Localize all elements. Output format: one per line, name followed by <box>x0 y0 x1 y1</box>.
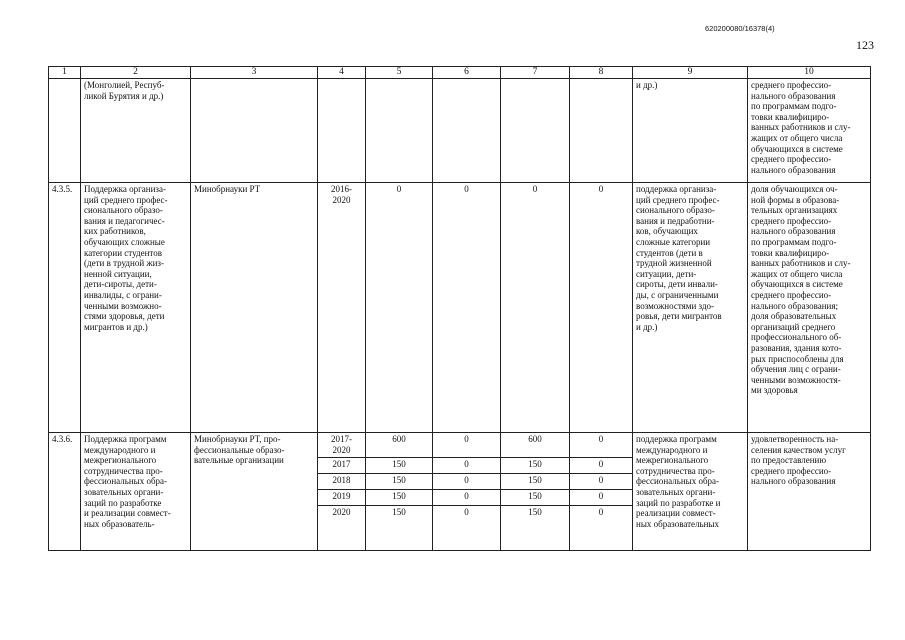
text-line: ванных работников и слу- <box>751 122 851 133</box>
text-line: реализации совмест- <box>636 508 716 519</box>
text-line: сотрудничества про- <box>84 465 163 476</box>
column-header: 7 <box>501 67 570 79</box>
value-cell: 0 <box>464 507 469 517</box>
document-id: 620200080/16378(4) <box>705 24 775 33</box>
text-line: жащих от общего числа <box>751 268 843 279</box>
text-line: тельных организациях <box>751 205 838 216</box>
value-cell: 0 <box>433 458 500 474</box>
value-cell: 150 <box>501 474 569 490</box>
indicator <box>748 183 871 433</box>
text-line: среднего профессио- <box>751 215 832 226</box>
text-line: международного и <box>636 444 708 455</box>
text-line: ных образовательных <box>636 518 719 529</box>
text-line: сионального образо- <box>84 205 163 216</box>
text-line: сионального образо- <box>636 205 715 216</box>
indicator <box>748 433 871 551</box>
column-header: 9 <box>633 67 748 79</box>
text-line: стями здоровья, дети <box>84 311 165 322</box>
value-cell: 0 <box>598 507 604 517</box>
value-cell: 600 <box>501 433 569 458</box>
column-header: 10 <box>748 67 871 79</box>
column-header: 4 <box>318 67 366 79</box>
text-line: Минобрнауки РТ, про- <box>194 434 281 444</box>
text-line: международного и <box>84 444 156 455</box>
value-cell: 150 <box>392 507 406 517</box>
text-line: доля образовательных <box>751 311 837 322</box>
column-header: 1 <box>49 67 81 79</box>
text-line: 2017- <box>331 434 352 444</box>
funding-subtable <box>366 433 433 551</box>
text-line: трудной жизненной <box>636 258 712 269</box>
text-line: вательные организации <box>194 455 284 466</box>
text-line: ванных работников и слу- <box>751 258 851 269</box>
text-line: 2018 <box>332 475 351 485</box>
text-line: ных образователь- <box>84 518 155 529</box>
period-subtable <box>318 433 366 551</box>
text-line: вания и педработни- <box>636 215 715 226</box>
period-cell <box>318 474 365 490</box>
text-line: Поддержка программ <box>84 434 167 444</box>
text-line: доля обучающихся оч- <box>751 184 838 194</box>
value-cell: 0 <box>570 433 632 458</box>
text-line: ченными возможно- <box>84 300 162 311</box>
executor <box>191 183 318 433</box>
text-line: возможностями здо- <box>636 300 715 311</box>
value-cell: 150 <box>366 490 432 506</box>
text-line: селения качеством услуг <box>751 444 846 455</box>
value-cell <box>366 79 433 183</box>
text-line: 2019 <box>332 491 351 501</box>
expected-result <box>633 433 748 551</box>
text-line: ций среднего профес- <box>636 194 720 205</box>
period-cell <box>318 490 365 506</box>
text-line: нального образования <box>751 476 836 487</box>
text-line: ровья, дети мигрантов <box>636 311 722 322</box>
period <box>318 183 366 433</box>
measure-name <box>81 433 191 551</box>
column-header: 5 <box>366 67 433 79</box>
text-line: ков, обучающих <box>636 226 698 237</box>
text-line: поддержка организа- <box>636 184 717 194</box>
text-line: ситуации, дети- <box>636 268 697 279</box>
period-cell <box>318 506 365 522</box>
text-line: нального образования <box>751 226 836 237</box>
period-cell <box>318 433 365 458</box>
text-line: нального образования; <box>751 300 838 311</box>
value-cell: 0 <box>570 474 632 490</box>
value-cell: 0 <box>570 183 633 433</box>
value-cell: 150 <box>501 458 569 474</box>
text-line: Поддержка организа- <box>84 184 166 194</box>
text-line: Минобрнауки РТ <box>194 184 261 194</box>
item-number <box>49 79 81 183</box>
indicator <box>748 79 871 183</box>
text-line: нального образования <box>751 164 836 175</box>
value-cell: 0 <box>366 183 433 433</box>
period-cell <box>318 458 365 474</box>
text-line: ких работников, <box>84 226 146 237</box>
text-line: категории студентов <box>84 247 162 258</box>
text-line: инвалиды, с ограни- <box>84 289 162 300</box>
text-line: жащих от общего числа <box>751 132 843 143</box>
executor <box>191 79 318 183</box>
text-line: 2020 <box>332 194 351 205</box>
value-cell <box>433 79 501 183</box>
text-line: фессиональных обра- <box>636 476 720 487</box>
text-line: сотрудничества про- <box>636 465 715 476</box>
item-number: 4.3.6. <box>49 433 81 551</box>
funding-subtable <box>501 433 570 551</box>
text-line: межрегионального <box>84 455 157 466</box>
text-line: обучения лиц с ограни- <box>751 364 841 375</box>
expected-result <box>633 183 748 433</box>
value-cell: 150 <box>366 458 432 474</box>
text-line: среднего профессио- <box>751 289 832 300</box>
funding-subtable <box>433 433 501 551</box>
text-line: по программам подго- <box>751 236 837 247</box>
text-line: ненной ситуации, <box>84 268 152 279</box>
value-cell: 0 <box>570 490 632 506</box>
value-cell: 0 <box>433 490 500 506</box>
column-header: 8 <box>570 67 633 79</box>
table-row <box>49 183 871 433</box>
expected-result <box>633 79 748 183</box>
text-line: зовательных органи- <box>636 486 716 497</box>
text-line: 2017 <box>332 459 351 469</box>
funding-subtable <box>570 433 633 551</box>
measure-name <box>81 183 191 433</box>
text-line: разования, здания кото- <box>751 342 842 353</box>
value-cell: 150 <box>501 490 569 506</box>
text-line: обучающих сложные <box>84 236 165 247</box>
text-line: по программам подго- <box>751 101 837 112</box>
text-line: ций среднего профес- <box>84 194 168 205</box>
page-number: 123 <box>856 38 874 52</box>
text-line: дети-сироты, дети- <box>84 279 157 290</box>
text-line: (дети в трудной жиз- <box>84 258 164 269</box>
value-cell: 0 <box>433 183 501 433</box>
table-row <box>49 79 871 183</box>
item-number: 4.3.5. <box>49 183 81 433</box>
period <box>318 79 366 183</box>
value-cell <box>570 79 633 183</box>
text-line: среднего профессио- <box>751 154 832 165</box>
text-line: 2020 <box>332 507 351 517</box>
column-header: 6 <box>433 67 501 79</box>
text-line: мигрантов и др.) <box>84 321 148 332</box>
text-line: товки квалифициро- <box>751 247 830 258</box>
text-line: и др.) <box>636 80 658 90</box>
text-line: и реализации совмест- <box>84 508 171 519</box>
text-line: рых приспособлены для <box>751 353 844 364</box>
text-line: студентов (дети в <box>636 247 703 258</box>
value-cell: 600 <box>366 433 432 458</box>
text-line: обучающихся в системе <box>751 279 843 290</box>
text-line: фессиональные образо- <box>194 444 285 455</box>
text-line: зовательных органи- <box>84 486 164 497</box>
text-line: фессиональных обра- <box>84 476 168 487</box>
text-line: ченными возможностя- <box>751 374 841 385</box>
executor <box>191 433 318 551</box>
text-line: поддержка программ <box>636 434 717 444</box>
text-line: сложные категории <box>636 236 711 247</box>
text-line: 2020 <box>332 444 351 455</box>
program-table <box>48 66 871 551</box>
value-cell: 0 <box>433 474 500 490</box>
text-line: заций по разработке и <box>636 497 721 508</box>
text-line: обучающихся в системе <box>751 143 843 154</box>
measure-name <box>81 79 191 183</box>
text-line: вания и педагогичес- <box>84 215 165 226</box>
text-line: ми здоровья <box>751 385 798 396</box>
text-line: среднего профессио- <box>751 80 832 90</box>
value-cell: 0 <box>433 433 500 458</box>
text-line: ликой Бурятия и др.) <box>84 90 164 101</box>
text-line: сироты, дети инвали- <box>636 279 718 290</box>
text-line: (Монголией, Респуб- <box>84 80 165 90</box>
value-cell: 150 <box>366 474 432 490</box>
column-header: 3 <box>191 67 318 79</box>
text-line: удовлетворенность на- <box>751 434 839 444</box>
text-line: 2016- <box>331 184 352 194</box>
text-line: ды, с ограниченными <box>636 289 719 300</box>
value-cell: 150 <box>528 507 542 517</box>
value-cell: 0 <box>501 183 570 433</box>
value-cell <box>501 79 570 183</box>
table-row <box>49 433 871 551</box>
text-line: заций по разработке <box>84 497 162 508</box>
text-line: межрегионального <box>636 455 709 466</box>
value-cell: 0 <box>570 458 632 474</box>
text-line: среднего профессио- <box>751 465 832 476</box>
text-line: по предоставлению <box>751 455 827 466</box>
text-line: ной формы в образова- <box>751 194 840 205</box>
text-line: и др.) <box>636 321 658 332</box>
text-line: организаций среднего <box>751 321 836 332</box>
column-header: 2 <box>81 67 191 79</box>
column-header-row <box>49 67 871 79</box>
text-line: нального образования <box>751 90 836 101</box>
text-line: товки квалифициро- <box>751 111 830 122</box>
text-line: профессионального об- <box>751 332 842 343</box>
